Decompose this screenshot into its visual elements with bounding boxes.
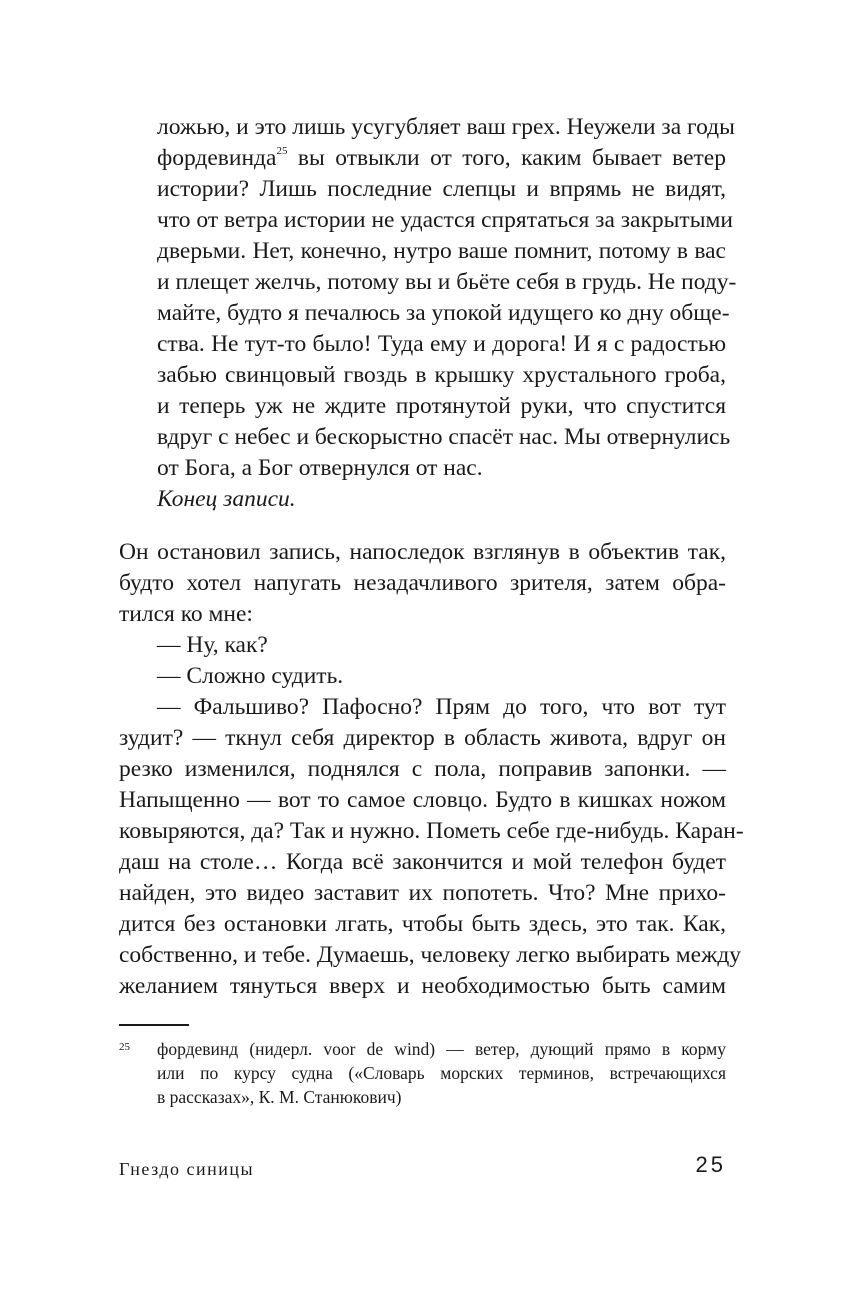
text-line: ства. Не тут-то было! Туда ему и дорога! И я с радостью xyxy=(157,331,726,357)
footnote-line: или по курсу судна («Словарь морских терминов, встречающихся xyxy=(157,1063,726,1083)
text-fragment: вы отвыкли от того, каким бывает ветер xyxy=(287,145,726,171)
text-line: майте, будто я печалюсь за упокой идущего ко дну обще- xyxy=(157,300,730,326)
footnote-divider xyxy=(119,1024,189,1026)
text-line: желанием тянуться вверх и необходимостью быть самим xyxy=(119,973,726,999)
dialogue-line: — Ну, как? xyxy=(157,632,268,658)
text-line: тился ко мне: xyxy=(119,601,253,627)
footnote-number: 25 xyxy=(119,1041,130,1053)
footnote-marker[interactable]: 25 xyxy=(276,145,288,157)
text-line: дверьми. Нет, конечно, нутро ваше помнит, потому в вас xyxy=(157,238,726,264)
end-of-recording: Конец записи. xyxy=(157,486,296,512)
text-line: что от ветра истории не удастся спрятаться за закрытыми xyxy=(157,207,733,233)
text-line: резко изменился, поднялся с пола, поправив запонки. — xyxy=(119,756,726,782)
text-line: ложью, и это лишь усугубляет ваш грех. Неужели за годы xyxy=(157,114,735,140)
text-line: Он остановил запись, напоследок взглянув в объектив так, xyxy=(119,539,726,565)
text-line xyxy=(157,143,726,173)
text-line: истории? Лишь последние слепцы и впрямь не видят, xyxy=(157,176,726,202)
dialogue-line: — Сложно судить. xyxy=(157,663,344,689)
text-line: зудит? — ткнул себя директор в область живота, вдруг он xyxy=(119,725,726,751)
text-line: Напыщенно — вот то самое словцо. Будто в кишках ножом xyxy=(119,787,726,813)
dialogue-line: — Фальшиво? Пафосно? Прям до того, что вот тут xyxy=(157,694,726,720)
text-line: и теперь уж не ждите протянутой руки, что спустится xyxy=(157,393,726,419)
text-line: вдруг с небес и бескорыстно спасёт нас. Мы отвернулись xyxy=(157,424,731,450)
text-line: и плещет желчь, потому вы и бьёте себя в грудь. Не поду- xyxy=(157,269,737,295)
text-line: дится без остановки лгать, чтобы быть здесь, это так. Как, xyxy=(119,911,726,937)
text-line: будто хотел напугать незадачливого зрителя, затем обра- xyxy=(119,570,726,596)
text-line: забью свинцовый гвоздь в крышку хрустального гроба, xyxy=(157,362,726,388)
text-line: ковыряются, да? Так и нужно. Пометь себе где-нибудь. Каран- xyxy=(119,818,744,844)
running-title: Гнездо синицы xyxy=(119,1159,255,1179)
text-line: даш на столе… Когда всё закончится и мой телефон будет xyxy=(119,849,726,875)
text-line: найден, это видео заставит их попотеть. Что? Мне прихо- xyxy=(119,880,726,906)
footnote-line: в рассказах», К. М. Станюкович) xyxy=(157,1087,402,1107)
text-fragment: фордевинда xyxy=(157,145,277,171)
page-number: 25 xyxy=(695,1152,726,1177)
text-line: собственно, и тебе. Думаешь, человеку легко выбирать между xyxy=(119,942,742,968)
footnote-line: фордевинд (нидерл. voor de wind) — ветер, дующий прямо в корму xyxy=(157,1039,726,1059)
text-line: от Бога, а Бог отвернулся от нас. xyxy=(157,455,483,481)
